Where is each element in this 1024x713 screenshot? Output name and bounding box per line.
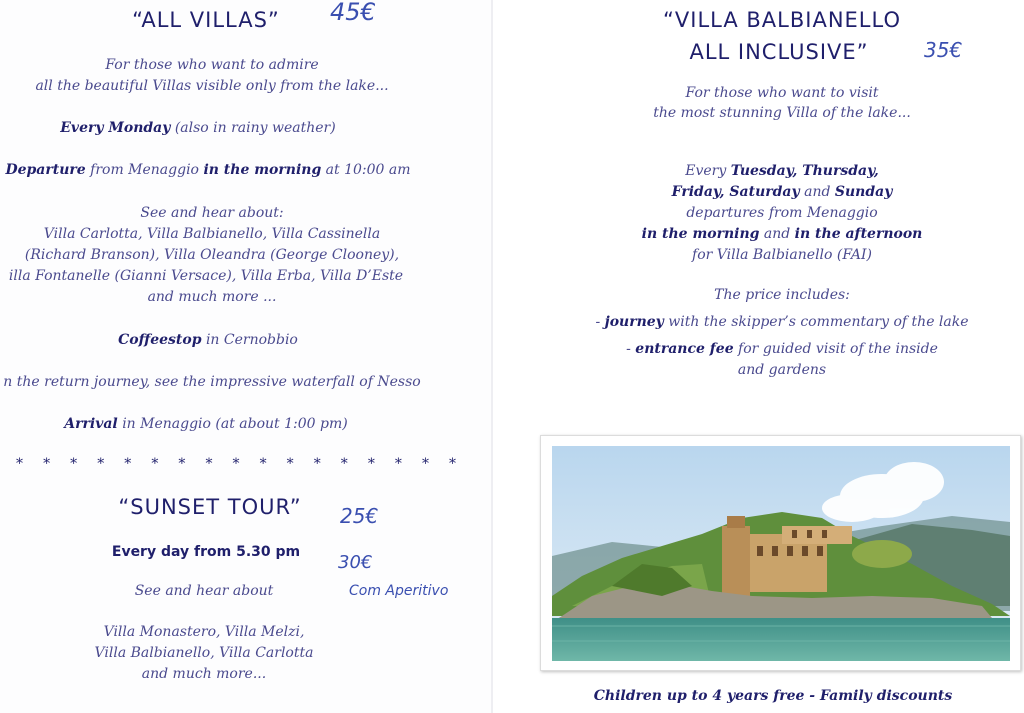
coffee-rest: in Cernobbio — [201, 332, 298, 348]
sunset-price-note-3: Com Aperitivo — [349, 583, 449, 599]
days-2-mid: and — [799, 184, 835, 200]
balbianello-days-2 — [492, 183, 1024, 201]
balbianello-days-5: for Villa Balbianello (FAI) — [692, 247, 872, 263]
all-villas-intro-1: For those who want to admire — [105, 57, 319, 73]
all-villas-title: “ALL VILLAS” — [132, 8, 280, 32]
divider-star: * — [313, 456, 321, 472]
villa-photo-frame — [540, 435, 1021, 671]
include-2-pre: - — [626, 341, 636, 357]
include-1-bold: journey — [604, 314, 664, 330]
divider-star: * — [70, 456, 78, 472]
all-villas-return: n the return journey, see the impressive waterfall of Nesso — [3, 374, 421, 390]
divider-star: * — [367, 456, 375, 472]
balbianello-include-3: and gardens — [737, 362, 827, 378]
arrival-rest: in Menaggio (at about 1:00 pm) — [117, 416, 348, 432]
divider-star: * — [178, 456, 186, 472]
balbianello-title-2: ALL INCLUSIVE” — [689, 40, 869, 64]
divider-star: * — [259, 456, 267, 472]
balbianello-title-1: “VILLA BALBIANELLO — [663, 8, 901, 32]
sunset-schedule: Every day from 5.30 pm — [111, 544, 301, 560]
sunset-villas-1: Villa Monastero, Villa Melzi, — [103, 624, 305, 640]
left-page — [0, 0, 492, 713]
balbianello-days-3: departures from Menaggio — [686, 205, 878, 221]
divider-star: * — [43, 456, 51, 472]
all-villas-day — [0, 119, 410, 137]
all-villas-intro-2: all the beautiful Villas visible only from the lake... — [35, 78, 389, 94]
balbianello-intro-2: the most stunning Villa of the lake... — [653, 105, 911, 121]
all-villas-see-label: See and hear about: — [140, 205, 284, 221]
all-villas-coffeestop — [0, 331, 420, 349]
divider-star: * — [286, 456, 294, 472]
balbianello-include-1 — [492, 313, 1024, 331]
footer-discounts: Children up to 4 years free - Family discounts — [593, 688, 953, 704]
days-1-bold: Tuesday, Thursday, — [730, 163, 879, 179]
all-villas-arrival — [0, 415, 418, 433]
balbianello-include-2 — [492, 340, 1024, 358]
sunset-tour-title: “SUNSET TOUR” — [118, 495, 302, 519]
balbianello-days-1 — [492, 162, 1024, 180]
arrival-bold: Arrival — [64, 416, 118, 432]
balbianello-intro-1: For those who want to visit — [685, 85, 879, 101]
balbianello-days-4 — [492, 225, 1024, 243]
days-2-bold-1: Friday, Saturday — [671, 184, 800, 200]
departure-time-bold: in the morning — [203, 162, 322, 178]
departure-end: at 10:00 am — [321, 162, 411, 178]
villa-balbianello-photo — [552, 446, 1010, 661]
day-bold: Every Monday — [60, 120, 171, 136]
coffee-bold: Coffeestop — [118, 332, 202, 348]
divider-star: * — [340, 456, 348, 472]
divider-star: * — [232, 456, 240, 472]
sunset-villas-2: Villa Balbianello, Villa Carlotta — [94, 645, 314, 661]
days-4-bold-2: in the afternoon — [794, 226, 923, 242]
divider-star: * — [449, 456, 456, 472]
days-2-bold-2: Sunday — [834, 184, 893, 200]
divider-star: * — [421, 456, 429, 472]
include-2-bold: entrance fee — [635, 341, 734, 357]
include-2-rest: for guided visit of the inside — [733, 341, 938, 357]
all-villas-villas-1: Villa Carlotta, Villa Balbianello, Villa Cassinella — [43, 226, 381, 242]
all-villas-villas-4: and much more ... — [147, 289, 277, 305]
divider-star: * — [151, 456, 159, 472]
sunset-see-label: See and hear about — [134, 583, 274, 599]
all-villas-villas-3: illa Fontanelle (Gianni Versace), Villa Erba, Villa D’Este — [8, 268, 404, 284]
days-4-bold-1: in the morning — [641, 226, 760, 242]
days-4-mid: and — [759, 226, 795, 242]
sunset-price-note-2: 30€ — [338, 552, 373, 573]
divider-star: * — [394, 456, 402, 472]
divider-star: * — [16, 456, 23, 472]
days-1-pre: Every — [685, 163, 731, 179]
sunset-villas-3: and much more... — [141, 666, 267, 682]
include-1-rest: with the skipper’s commentary of the lake — [663, 314, 969, 330]
include-1-pre: - — [595, 314, 605, 330]
sunset-price-note-1: 25€ — [340, 504, 379, 528]
divider-star: * — [124, 456, 132, 472]
day-rest: (also in rainy weather) — [170, 120, 336, 136]
balbianello-price-note: 35€ — [924, 38, 963, 62]
all-villas-price-note: 45€ — [330, 0, 376, 26]
departure-bold: Departure — [5, 162, 86, 178]
star-divider — [16, 456, 456, 472]
divider-star: * — [205, 456, 213, 472]
balbianello-price-includes: The price includes: — [714, 287, 850, 303]
divider-star: * — [97, 456, 105, 472]
all-villas-villas-2: (Richard Branson), Villa Oleandra (George Clooney), — [24, 247, 400, 263]
all-villas-departure — [0, 161, 418, 179]
departure-mid: from Menaggio — [85, 162, 204, 178]
